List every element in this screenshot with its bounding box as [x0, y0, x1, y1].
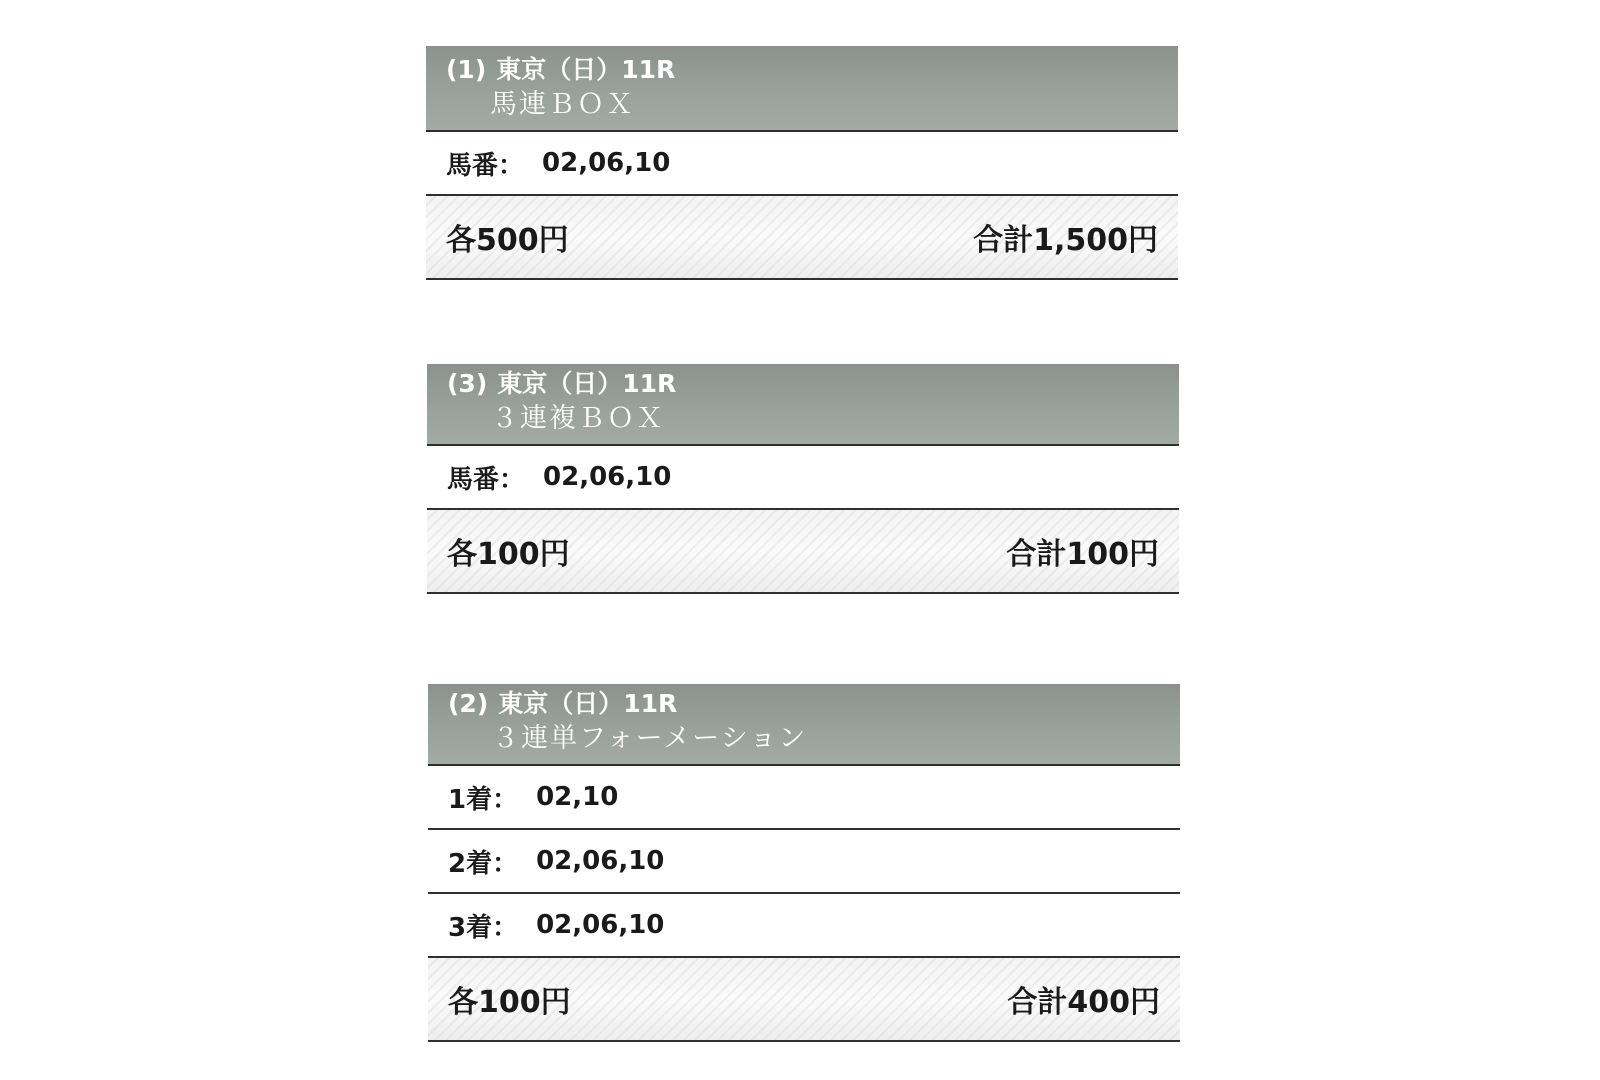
ticket-header	[427, 364, 1179, 446]
bet-ticket-2	[427, 364, 1179, 594]
selection-label: 馬番：	[446, 150, 525, 181]
race-name: 東京（日）11R	[498, 689, 678, 718]
race-name: 東京（日）11R	[496, 55, 676, 84]
selection-label: 1着：	[448, 784, 519, 815]
selection-row	[426, 132, 1178, 196]
race-line	[447, 368, 1159, 400]
ticket-number: (3)	[447, 369, 488, 398]
selection-value: 02,06,10	[543, 462, 672, 492]
selection-value: 02,06,10	[542, 148, 671, 178]
selection-value: 02,06,10	[536, 910, 665, 940]
total-amount: 合計100円	[1006, 537, 1159, 572]
race-name: 東京（日）11R	[497, 369, 677, 398]
bet-ticket-3	[428, 684, 1180, 1042]
total-amount: 合計400円	[1007, 985, 1160, 1020]
ticket-number: (2)	[448, 689, 489, 718]
total-amount: 合計1,500円	[973, 223, 1158, 258]
amount-row	[427, 510, 1179, 594]
unit-amount: 各500円	[446, 223, 569, 258]
selection-value: 02,06,10	[536, 846, 665, 876]
unit-amount: 各100円	[447, 537, 570, 572]
ticket-header	[428, 684, 1180, 766]
ticket-number: (1)	[446, 55, 487, 84]
bet-ticket-1	[426, 46, 1178, 280]
amount-row	[426, 196, 1178, 280]
bet-type: ３連単フォーメーション	[492, 723, 808, 754]
selection-row-3rd	[428, 894, 1180, 958]
bet-type: ３連複ＢＯＸ	[491, 403, 665, 434]
ticket-header	[426, 46, 1178, 132]
selection-value: 02,10	[536, 782, 619, 812]
race-line	[448, 688, 1160, 720]
selection-label: 2着：	[448, 848, 519, 879]
unit-amount: 各100円	[448, 985, 571, 1020]
amount-row	[428, 958, 1180, 1042]
selection-row-2nd	[428, 830, 1180, 894]
selection-label: 馬番：	[447, 464, 526, 495]
selection-row	[427, 446, 1179, 510]
selection-row-1st	[428, 766, 1180, 830]
selection-label: 3着：	[448, 912, 519, 943]
bet-type: 馬連ＢＯＸ	[490, 89, 635, 120]
race-line	[446, 54, 1158, 86]
